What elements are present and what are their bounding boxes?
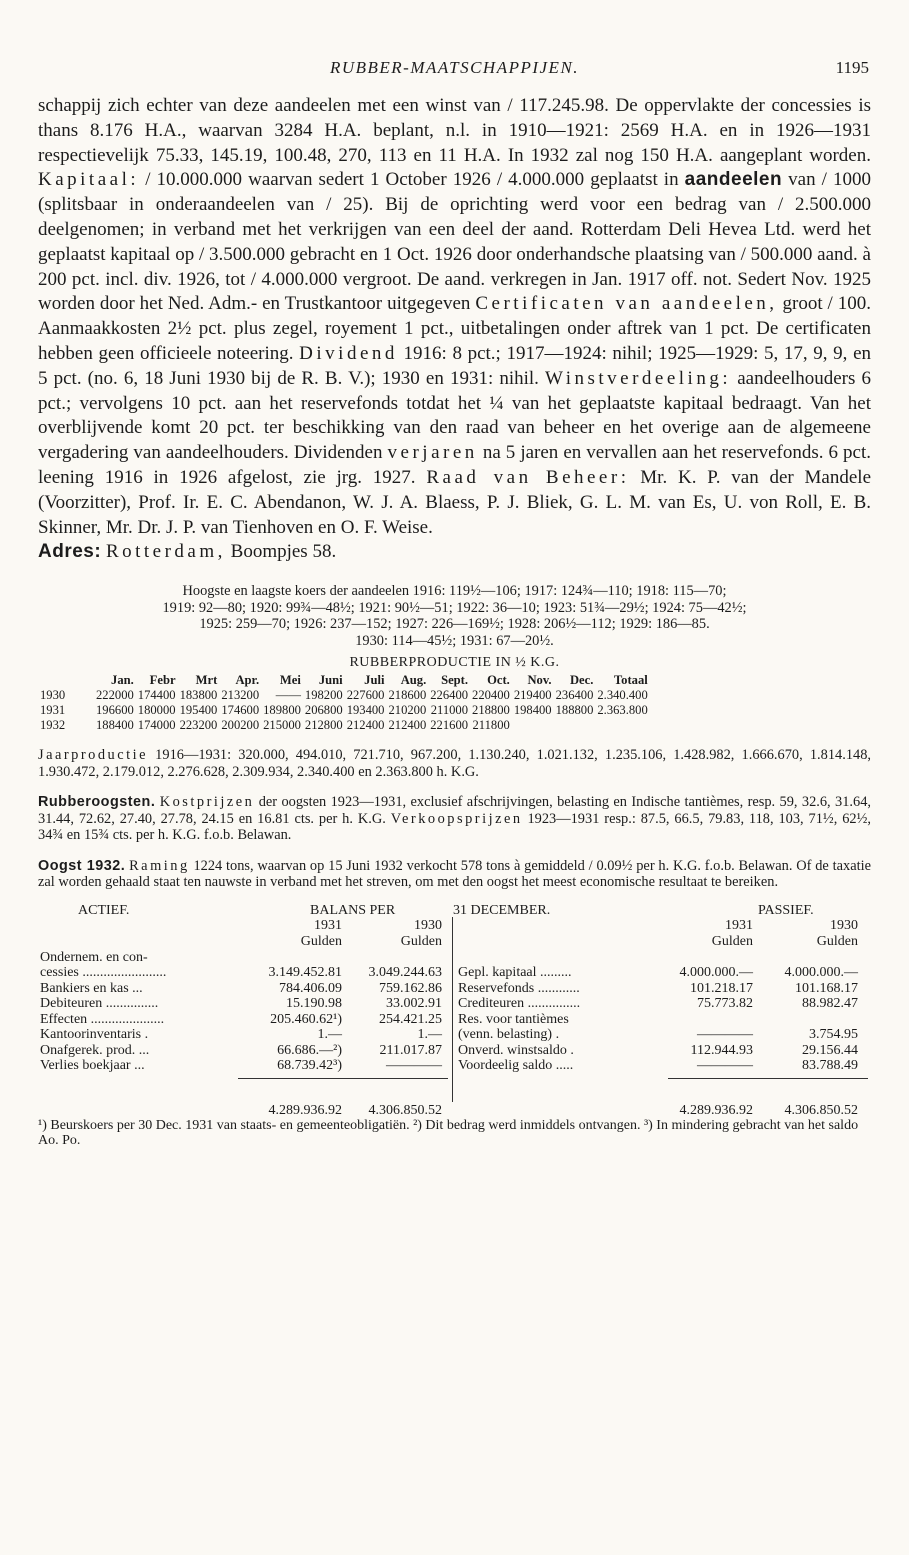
- production-cell: [512, 718, 554, 733]
- passief-row-label: Onverd. winstsaldo .: [458, 1042, 574, 1058]
- production-cell: 2.363.800: [597, 703, 648, 718]
- actief-total-1931: 4.289.936.92: [268, 1102, 342, 1118]
- koers-block: [38, 583, 871, 649]
- certificaten-label: Certificaten van aandeelen,: [475, 293, 778, 315]
- month-column-header: Sept.: [441, 673, 469, 688]
- month-column-header: Oct.: [487, 673, 510, 688]
- actief-row-label: cessies ........................: [40, 965, 167, 981]
- passief-row-label: Gepl. kapitaal .........: [458, 965, 572, 981]
- table-row: [38, 703, 650, 718]
- production-cell: 174000: [137, 718, 176, 733]
- production-cell: 219400: [513, 688, 552, 703]
- body-text-5: 1916: 8 pct.; 1917—1924: nihil; 1925—1929: 5, 17, 9, 9, en 5 pct. (no. 6, 18 Juni 1930 bij de R. B. V.); 1930 en 1931: nihil.: [38, 342, 872, 389]
- production-cell: 211000: [430, 703, 469, 718]
- adres-city: Rotterdam,: [105, 541, 226, 563]
- production-cell: 2.340.400: [597, 688, 648, 703]
- actief-row-value-1931: 66.686.—²): [277, 1042, 342, 1058]
- actief-row-value-1931: 205.460.62¹): [270, 1011, 342, 1027]
- production-cell: 227600: [346, 688, 385, 703]
- table-row: [38, 718, 650, 733]
- passief-row-label: Voordeelig saldo .....: [458, 1058, 574, 1074]
- production-cell: 198400: [513, 703, 552, 718]
- koers-line: 1930: 114—45½; 1931: 67—20½.: [355, 632, 554, 649]
- production-cell: 200200: [221, 718, 260, 733]
- passief-year-1931: 1931: [725, 917, 753, 933]
- production-cell: 189800: [263, 703, 301, 718]
- body-text-4: groot / 100. Aanmaakkosten 2½ pct. plus zegel, royement 1 pct., uitbetalingen onder aftrek van 1 pct. De certificaten hebben geen officieele noteering.: [38, 293, 872, 364]
- footnotes: ¹) Beurskoers per 30 Dec. 1931 van staats- en gemeenteobligatiën. ²) Dit bedrag werd inmiddels ontvangen. ³) In mindering gebracht van het saldo Ao. Po.: [38, 1117, 859, 1149]
- production-cell: 226400: [430, 688, 469, 703]
- passief-row-value-1931: 75.773.82: [697, 996, 753, 1012]
- passief-currency-1931: Gulden: [711, 933, 753, 949]
- production-cell: 212400: [346, 718, 385, 733]
- production-cell: 174600: [221, 703, 260, 718]
- verkoopsprijzen-label: Verkoopsprijzen: [390, 810, 523, 827]
- dividend-label: Dividend: [299, 342, 398, 364]
- actief-row-value-1930: 254.421.25: [379, 1011, 442, 1027]
- main-paragraph: [38, 94, 871, 565]
- month-column-header: Jan.: [111, 673, 134, 688]
- production-cell: 215000: [263, 718, 301, 733]
- production-cell: 198200: [304, 688, 343, 703]
- production-cell: 223200: [179, 718, 218, 733]
- actief-row-value-1931: 784.406.09: [279, 980, 342, 996]
- table-header-row: [38, 673, 650, 688]
- kostprijzen-label: Kostprijzen: [159, 794, 255, 811]
- passief-total-1931: 4.289.936.92: [679, 1102, 753, 1118]
- koers-line: Hoogste en laagste koers der aandeelen 1916: 119½—106; 1917: 124¾—110; 1918: 115—70;: [182, 583, 727, 600]
- oogst-1932-block: [38, 858, 871, 891]
- passief-row-label: (venn. belasting) .: [458, 1027, 560, 1043]
- production-cell: 220400: [472, 688, 510, 703]
- oogst-1932-label: Oogst 1932.: [38, 857, 126, 874]
- passief-row-value-1931: 101.218.17: [690, 980, 753, 996]
- actief-row-value-1931: 1.—: [317, 1027, 342, 1043]
- actief-row-value-1930: ————: [386, 1058, 442, 1074]
- production-cell: 212400: [388, 718, 427, 733]
- production-cell: 174400: [137, 688, 176, 703]
- month-column-header: Aug.: [400, 673, 427, 688]
- production-cell: 221600: [430, 718, 469, 733]
- passief-row-value-1930: 88.982.47: [802, 996, 858, 1012]
- body-text-3: van / 1000 (splitsbaar in onderaandeelen van / 25). Bij de oprichting werd voor een bedrag van / 2.500.000 deelgenomen; in verband met het verkrijgen van een deel der aand. Rotterdam Deli Hevea Ltd. werd het geplaatst kapitaal op / 3.500.000 gebracht en 1 Oct. 1926 door onderhandsche plaatsing van / 500.000 aand. à 200 pct. incl. div. 1926, tot / 4.000.000 vergroot. De aand. verkregen in Jan. 1917 off. not. Sedert Nov. 1925 worden door het Ned. Adm.- en Trustkantoor uitgegeven: [38, 169, 871, 315]
- month-column-header: Totaal: [613, 673, 648, 688]
- balance-divider: [452, 917, 453, 1102]
- actief-row-value-1930: 759.162.86: [379, 980, 442, 996]
- production-cell: [554, 718, 596, 733]
- production-cell: 210200: [388, 703, 427, 718]
- rubberoogsten-label: Rubberoogsten.: [38, 794, 156, 811]
- passief-row-value-1930: 3.754.95: [809, 1027, 858, 1043]
- verjaren-label: verjaren: [387, 442, 478, 464]
- body-text-1: schappij zich echter van deze aandeelen met een winst van / 117.245.98. De oppervlakte der concessies is thans 8.176 H.A., waarvan 3284 H.A. beplant, n.l. in 1910—1921: 2569 H.A. en in 1926—1931 respectievelijk 75.33, 145.19, 100.48, 270, 113 en 11 H.A. In 1932 zal nog 150 H.A. aangeplant worden.: [38, 95, 871, 166]
- passief-row-label: Crediteuren ...............: [458, 996, 581, 1012]
- passief-row-value-1930: 101.168.17: [795, 980, 858, 996]
- actief-row-label: Onafgerek. prod. ...: [40, 1042, 150, 1058]
- balance-title-right: 31 DECEMBER.: [453, 902, 551, 918]
- actief-year-1930: 1930: [414, 917, 442, 933]
- rubberoogsten-text-1: der oogsten 1923—1931, exclusief afschrijvingen, belasting en Indische tantièmes, resp. 59, 32.6, 31.64, 31.44, 72.62, 27.40, 27.78, 24.15 en 16.81 cts. per h. K.G.: [38, 794, 871, 827]
- jaarproductie-label: Jaarproductie: [38, 747, 149, 764]
- actief-row-value-1931: 3.149.452.81: [268, 965, 342, 981]
- production-cell: 222000: [96, 688, 134, 703]
- month-column-header: Mei: [279, 673, 301, 688]
- passief-row-value-1931: 4.000.000.—: [679, 965, 753, 981]
- production-cell: 195400: [179, 703, 218, 718]
- page-header: [38, 58, 871, 88]
- production-cell: ——: [275, 688, 301, 703]
- balance-title-left: BALANS PER: [310, 902, 396, 918]
- rubber-production-table: [38, 673, 650, 733]
- actief-row-value-1931: 15.190.98: [286, 996, 342, 1012]
- body-text-2: / 10.000.000 waarvan sedert 1 October 1926 / 4.000.000 geplaatst in: [145, 169, 679, 191]
- page-number: 1195: [835, 58, 869, 77]
- actief-total-1930: 4.306.850.52: [368, 1102, 442, 1118]
- table-row: [38, 688, 650, 703]
- actief-row-label: Debiteuren ...............: [40, 996, 159, 1012]
- actief-currency-1930: Gulden: [400, 933, 442, 949]
- year-cell: 1932: [40, 718, 66, 733]
- month-column-header: Juli: [364, 673, 385, 688]
- rubberoogsten-block: [38, 794, 871, 844]
- actief-row-value-1930: 211.017.87: [379, 1042, 442, 1058]
- actief-year-1931: 1931: [314, 917, 342, 933]
- actief-row-label: Ondernem. en con-: [40, 949, 148, 965]
- passief-heading: PASSIEF.: [758, 902, 814, 918]
- jaarproductie-text: 1916—1931: 320.000, 494.010, 721.710, 967.200, 1.130.240, 1.021.132, 1.235.106, 1.428.982, 1.666.670, 1.814.148, 1.930.472, 2.179.012, 2.276.628, 2.309.934, 2.340.400 en 2.363.800 h. K.G.: [38, 747, 871, 780]
- body-text-8: Mr. K. P. van der Mandele (Voorzitter), Prof. Ir. E. C. Abendanon, W. J. A. Blaess, P. J. Bliek, G. L. M. van Es, U. von Roll, E. B. Skinner, Mr. Dr. J. P. van Tienhoven en O. F. Weise.: [38, 466, 872, 538]
- passief-currency-1930: Gulden: [816, 933, 858, 949]
- passief-row-value-1930: 29.156.44: [802, 1042, 858, 1058]
- year-cell: 1931: [40, 703, 66, 718]
- jaarproductie-block: [38, 747, 871, 780]
- production-cell: 236400: [555, 688, 594, 703]
- month-column-header: Nov.: [527, 673, 552, 688]
- actief-currency-1931: Gulden: [300, 933, 342, 949]
- production-cell: 193400: [346, 703, 385, 718]
- actief-row-value-1930: 3.049.244.63: [368, 965, 442, 981]
- raad-van-beheer-label: Raad van Beheer:: [426, 466, 630, 488]
- passief-row-value-1930: 4.000.000.—: [784, 965, 858, 981]
- production-cell: 213200: [221, 688, 260, 703]
- actief-total-rule: [238, 1078, 448, 1079]
- month-column-header: Apr.: [235, 673, 260, 688]
- rubber-production-body: [38, 688, 650, 733]
- production-cell: 206800: [304, 703, 343, 718]
- actief-row-label: Effecten .....................: [40, 1011, 165, 1027]
- year-column-header: [38, 673, 94, 688]
- balance-sheet: [38, 902, 871, 1149]
- month-column-header: Mrt: [195, 673, 218, 688]
- passief-row-value-1931: ————: [697, 1058, 753, 1074]
- passief-year-1930: 1930: [830, 917, 858, 933]
- running-title: RUBBER-MAATSCHAPPIJEN.: [329, 58, 580, 77]
- aandeelen-label: aandeelen: [684, 169, 783, 191]
- passief-row-value-1931: 112.944.93: [690, 1042, 753, 1058]
- actief-row-label: Kantoorinventaris .: [40, 1027, 149, 1043]
- production-cell: 188400: [96, 718, 134, 733]
- body-text-6: aandeelhouders 6 pct.; vervolgens 10 pct. aan het reservefonds totdat het ¼ van het geplaatste kapitaal bedraagt. Van het overblijvende komt 20 pct. ter beschikking van den raad van beheer en het overige aan de algemeene vergadering van aandeelhouders. Dividenden: [38, 367, 872, 464]
- actief-row-value-1930: 1.—: [417, 1027, 442, 1043]
- production-cell: 211800: [472, 718, 510, 733]
- passief-row-label: Res. voor tantièmes: [458, 1011, 569, 1027]
- body-text-7: na 5 jaren en vervallen aan het reservefonds. 6 pct. leening 1916 in 1926 afgelost, zie jrg. 1927.: [38, 442, 872, 488]
- actief-row-label: Verlies boekjaar ...: [40, 1058, 145, 1074]
- month-column-header: Juni: [318, 673, 343, 688]
- passief-total-1930: 4.306.850.52: [784, 1102, 858, 1118]
- kapitaal-label: Kapitaal:: [38, 169, 140, 191]
- production-cell: [595, 718, 649, 733]
- koers-line: 1925: 259—70; 1926: 237—152; 1927: 226—169½; 1928: 206½—112; 1929: 186—85.: [199, 616, 710, 633]
- production-cell: 218600: [388, 688, 427, 703]
- passief-total-rule: [668, 1078, 868, 1079]
- adres-label: Adres:: [38, 541, 102, 563]
- winstverdeeling-label: Winstverdeeling:: [545, 367, 732, 389]
- raming-label: Raming: [129, 857, 190, 874]
- production-cell: 212800: [304, 718, 343, 733]
- passief-row-value-1931: ————: [697, 1027, 753, 1043]
- actief-heading: ACTIEF.: [78, 902, 130, 918]
- koers-line: 1919: 92—80; 1920: 99¾—48½; 1921: 90½—51; 1922: 36—10; 1923: 51¾—29½; 1924: 75—42½;: [162, 599, 747, 616]
- production-cell: 180000: [137, 703, 176, 718]
- production-cell: 183800: [179, 688, 218, 703]
- year-cell: 1930: [40, 688, 66, 703]
- production-cell: 188800: [555, 703, 594, 718]
- production-cell: 218800: [472, 703, 510, 718]
- production-cell: 196600: [96, 703, 134, 718]
- actief-row-label: Bankiers en kas ...: [40, 980, 143, 996]
- adres-street: Boompjes 58.: [230, 541, 337, 563]
- actief-row-value-1930: 33.002.91: [386, 996, 442, 1012]
- month-column-header: Febr: [149, 673, 176, 688]
- passief-row-value-1930: 83.788.49: [802, 1058, 858, 1074]
- rubberoogsten-text-2: 1923—1931 resp.: 87.5, 66.5, 79.83, 118, 103, 71½, 62½, 34¾ en 15¾ cts. per h. K.G. f.o.b. Belawan.: [38, 810, 871, 844]
- actief-row-value-1931: 68.739.42³): [277, 1058, 342, 1074]
- month-column-header: Dec.: [569, 673, 594, 688]
- oogst-1932-text: 1224 tons, waarvan op 15 Juni 1932 verkocht 578 tons à gemiddeld / 0.09½ per h. K.G. f.o.b. Belawan. Of de taxatie zal worden gehaald staat ten nauwste in verband met het streven, om met den oogst het meest economische resultaat te bereiken.: [38, 857, 871, 891]
- passief-row-label: Reservefonds ............: [458, 980, 580, 996]
- rubber-production-title: RUBBERPRODUCTIE IN ½ K.G.: [349, 655, 560, 671]
